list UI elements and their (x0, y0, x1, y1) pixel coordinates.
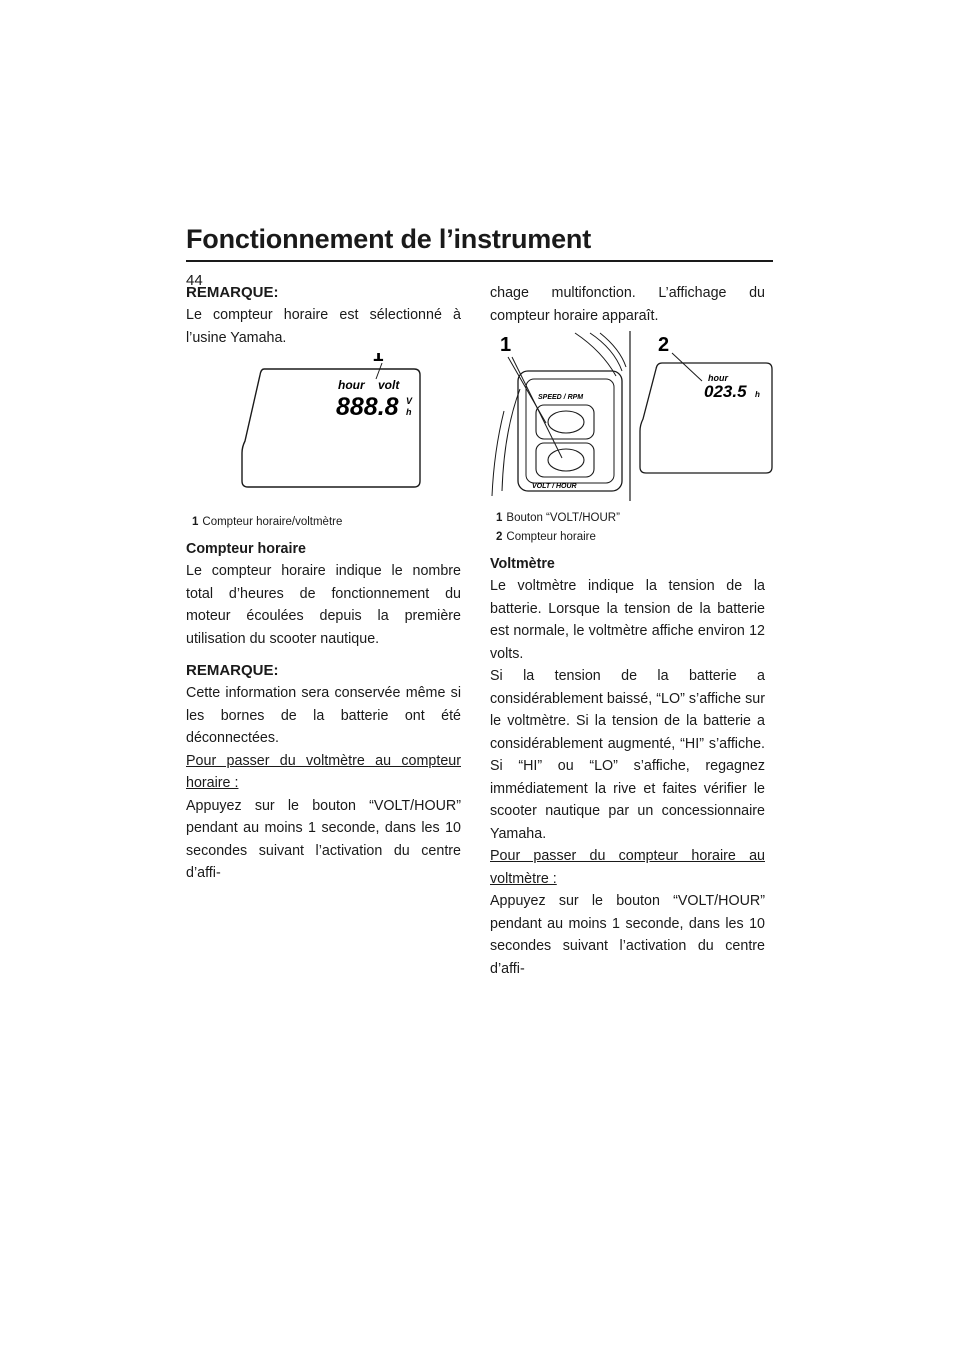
caption-text: Compteur horaire (506, 530, 596, 543)
section-text-voltmeter: Le voltmètre indique la tension de la batterie. Lorsque la tension de la batterie est normale, le voltmètre affiche environ 12 volts. (490, 578, 765, 662)
section-title-hour-meter: Compteur horaire (186, 540, 306, 557)
lcd-label-hour: hour (708, 373, 728, 383)
figure-caption (496, 509, 765, 547)
figure-caption (192, 513, 461, 532)
header-rule (186, 260, 773, 262)
lcd-label-hour: hour (338, 378, 365, 392)
note-title: REMARQUE: (186, 662, 279, 679)
lcd-outline (640, 363, 772, 473)
caption-text: Compteur horaire/voltmètre (202, 515, 343, 528)
lcd-label-volt: volt (378, 378, 400, 392)
left-column (186, 282, 461, 885)
note-title: REMARQUE: (186, 284, 279, 301)
section-title-voltmeter: Voltmètre (490, 555, 555, 572)
lcd-unit-v: V (406, 396, 413, 406)
callout-1: 1 (500, 334, 512, 356)
page-title: Fonctionnement de l’instrument (186, 224, 592, 254)
figure-hour-volt-meter (186, 353, 461, 532)
volt-hour-button (536, 443, 594, 477)
lcd-digits: 888.8 (336, 393, 399, 421)
switch-title: Pour passer du compteur horaire au voltmètre : (490, 848, 765, 887)
lcd-unit-h: h (406, 407, 412, 417)
callout-1: 1 (372, 353, 384, 366)
leader-line (672, 353, 702, 381)
note-text: Le compteur horaire est sélectionné à l’usine Yamaha. (186, 307, 461, 346)
lcd-unit-h: h (755, 390, 760, 399)
caption-number: 1 (496, 511, 503, 524)
section-text-voltmeter: Si la tension de la batterie a considérablement baissé, “LO” s’affiche sur le voltmètre. Si la tension de la batterie a considérablement augmenté, “HI” s’affiche. Si “HI” ou “LO” s’affiche, regagnez immédiatement la rive et faites vérifier le scooter nautique par un concessionnaire Yamaha. (490, 668, 765, 842)
section-text-hour-meter: Le compteur horaire indique le nombre total d’heures de fonctionnement du moteur écoulées depuis la première utilisation du scooter nautique. (186, 563, 461, 647)
leader-line (508, 357, 546, 423)
caption-number: 1 (192, 515, 199, 528)
lcd-illustration (186, 353, 461, 505)
figure-volt-hour-button (490, 331, 765, 547)
switch-text: Appuyez sur le bouton “VOLT/HOUR” pendant au moins 1 seconde, dans les 10 secondes suivant l’activation du centre d’affi- (490, 893, 765, 977)
switch-title: Pour passer du voltmètre au compteur horaire : (186, 752, 461, 791)
button-label-volt-hour: VOLT / HOUR (532, 483, 577, 490)
lcd-digits: 023.5 (704, 382, 747, 401)
button-and-lcd-illustration (490, 331, 773, 501)
right-column (490, 282, 765, 980)
continuation-text: chage multifonction. L’affichage du compteur horaire apparaît. (490, 285, 765, 324)
button-label-speed-rpm: SPEED / RPM (538, 394, 584, 401)
callout-2: 2 (658, 334, 670, 356)
switch-housing (518, 371, 622, 491)
page-number: 44 (186, 272, 203, 289)
page-header (186, 222, 773, 262)
note-text: Cette information sera conservée même si les bornes de la batterie ont été déconnectées. (186, 685, 461, 746)
switch-text: Appuyez sur le bouton “VOLT/HOUR” pendant au moins 1 seconde, dans les 10 secondes suivant l’activation du centre d’affi- (186, 797, 461, 881)
caption-text: Bouton “VOLT/HOUR” (506, 511, 620, 524)
caption-number: 2 (496, 530, 503, 543)
